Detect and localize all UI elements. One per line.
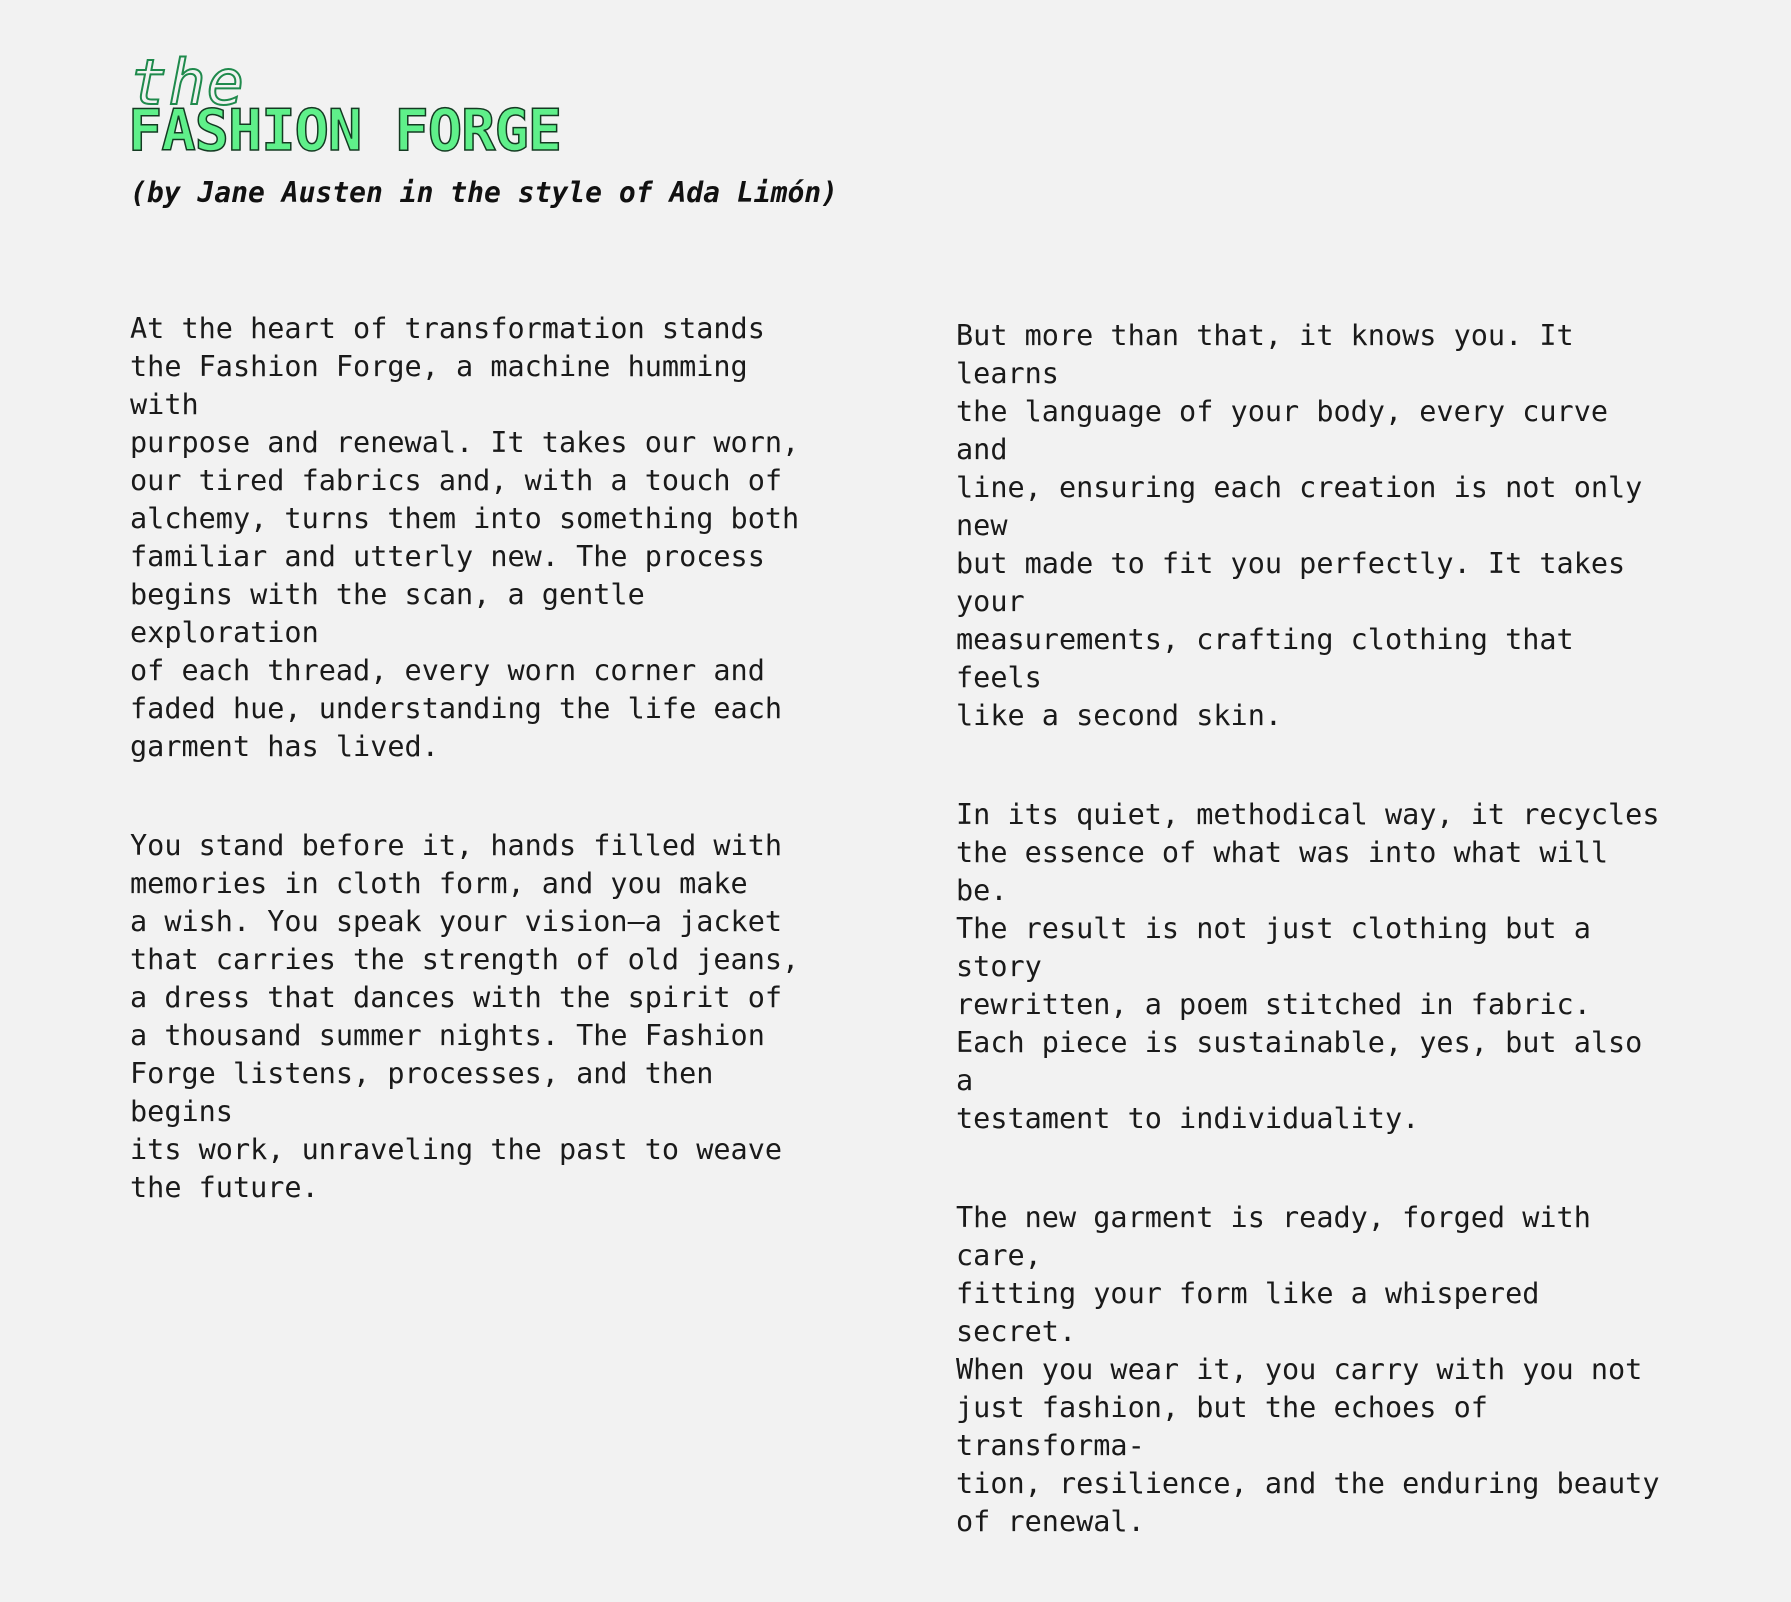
right-column bbox=[956, 279, 1676, 1602]
title-prefix: the bbox=[130, 46, 245, 119]
paragraph: But more than that, it knows you. It learns the language of your body, every curve and line, ensuring each creation is not only new but made to fit you perfectly. It takes your measurements, crafting clothing that feels like a second skin. bbox=[956, 319, 1643, 732]
page-title: FASHION FORGE bbox=[128, 98, 562, 164]
paragraph: In its quiet, methodical way, it recycles the essence of what was into what will be. The result is not just clothing but a story rewritten, a poem stitched in fabric. Each piece is sustainable, yes, but also a testament to individuality. bbox=[956, 798, 1660, 1135]
paragraph: At the heart of transformation stands the Fashion Forge, a machine humming with purpose and renewal. It takes our worn, our tired fabrics and, with a touch of alchemy, turns them into something both familiar and utterly new. The process begins with the scan, a gentle exploration of each thread, every worn corner and faded hue, understanding the life each garment has lived. bbox=[130, 312, 800, 763]
paragraph: The new garment is ready, forged with care, fitting your form like a whispered secret. When you wear it, you carry with you not just fashion, but the echoes of transforma- tion, resilience, and the enduring beauty of renewal. bbox=[956, 1201, 1660, 1538]
paragraph: You stand before it, hands filled with memories in cloth form, and you make a wish. You speak your vision—a jacket that carries the strength of old jeans, a dress that dances with the spirit of a thousand summer nights. The Fashion Forge listens, processes, and then begins its work, unraveling the past to weave the future. bbox=[130, 829, 800, 1204]
byline: (by Jane Austen in the style of Ada Limón) bbox=[130, 176, 839, 209]
left-column bbox=[130, 272, 830, 1268]
